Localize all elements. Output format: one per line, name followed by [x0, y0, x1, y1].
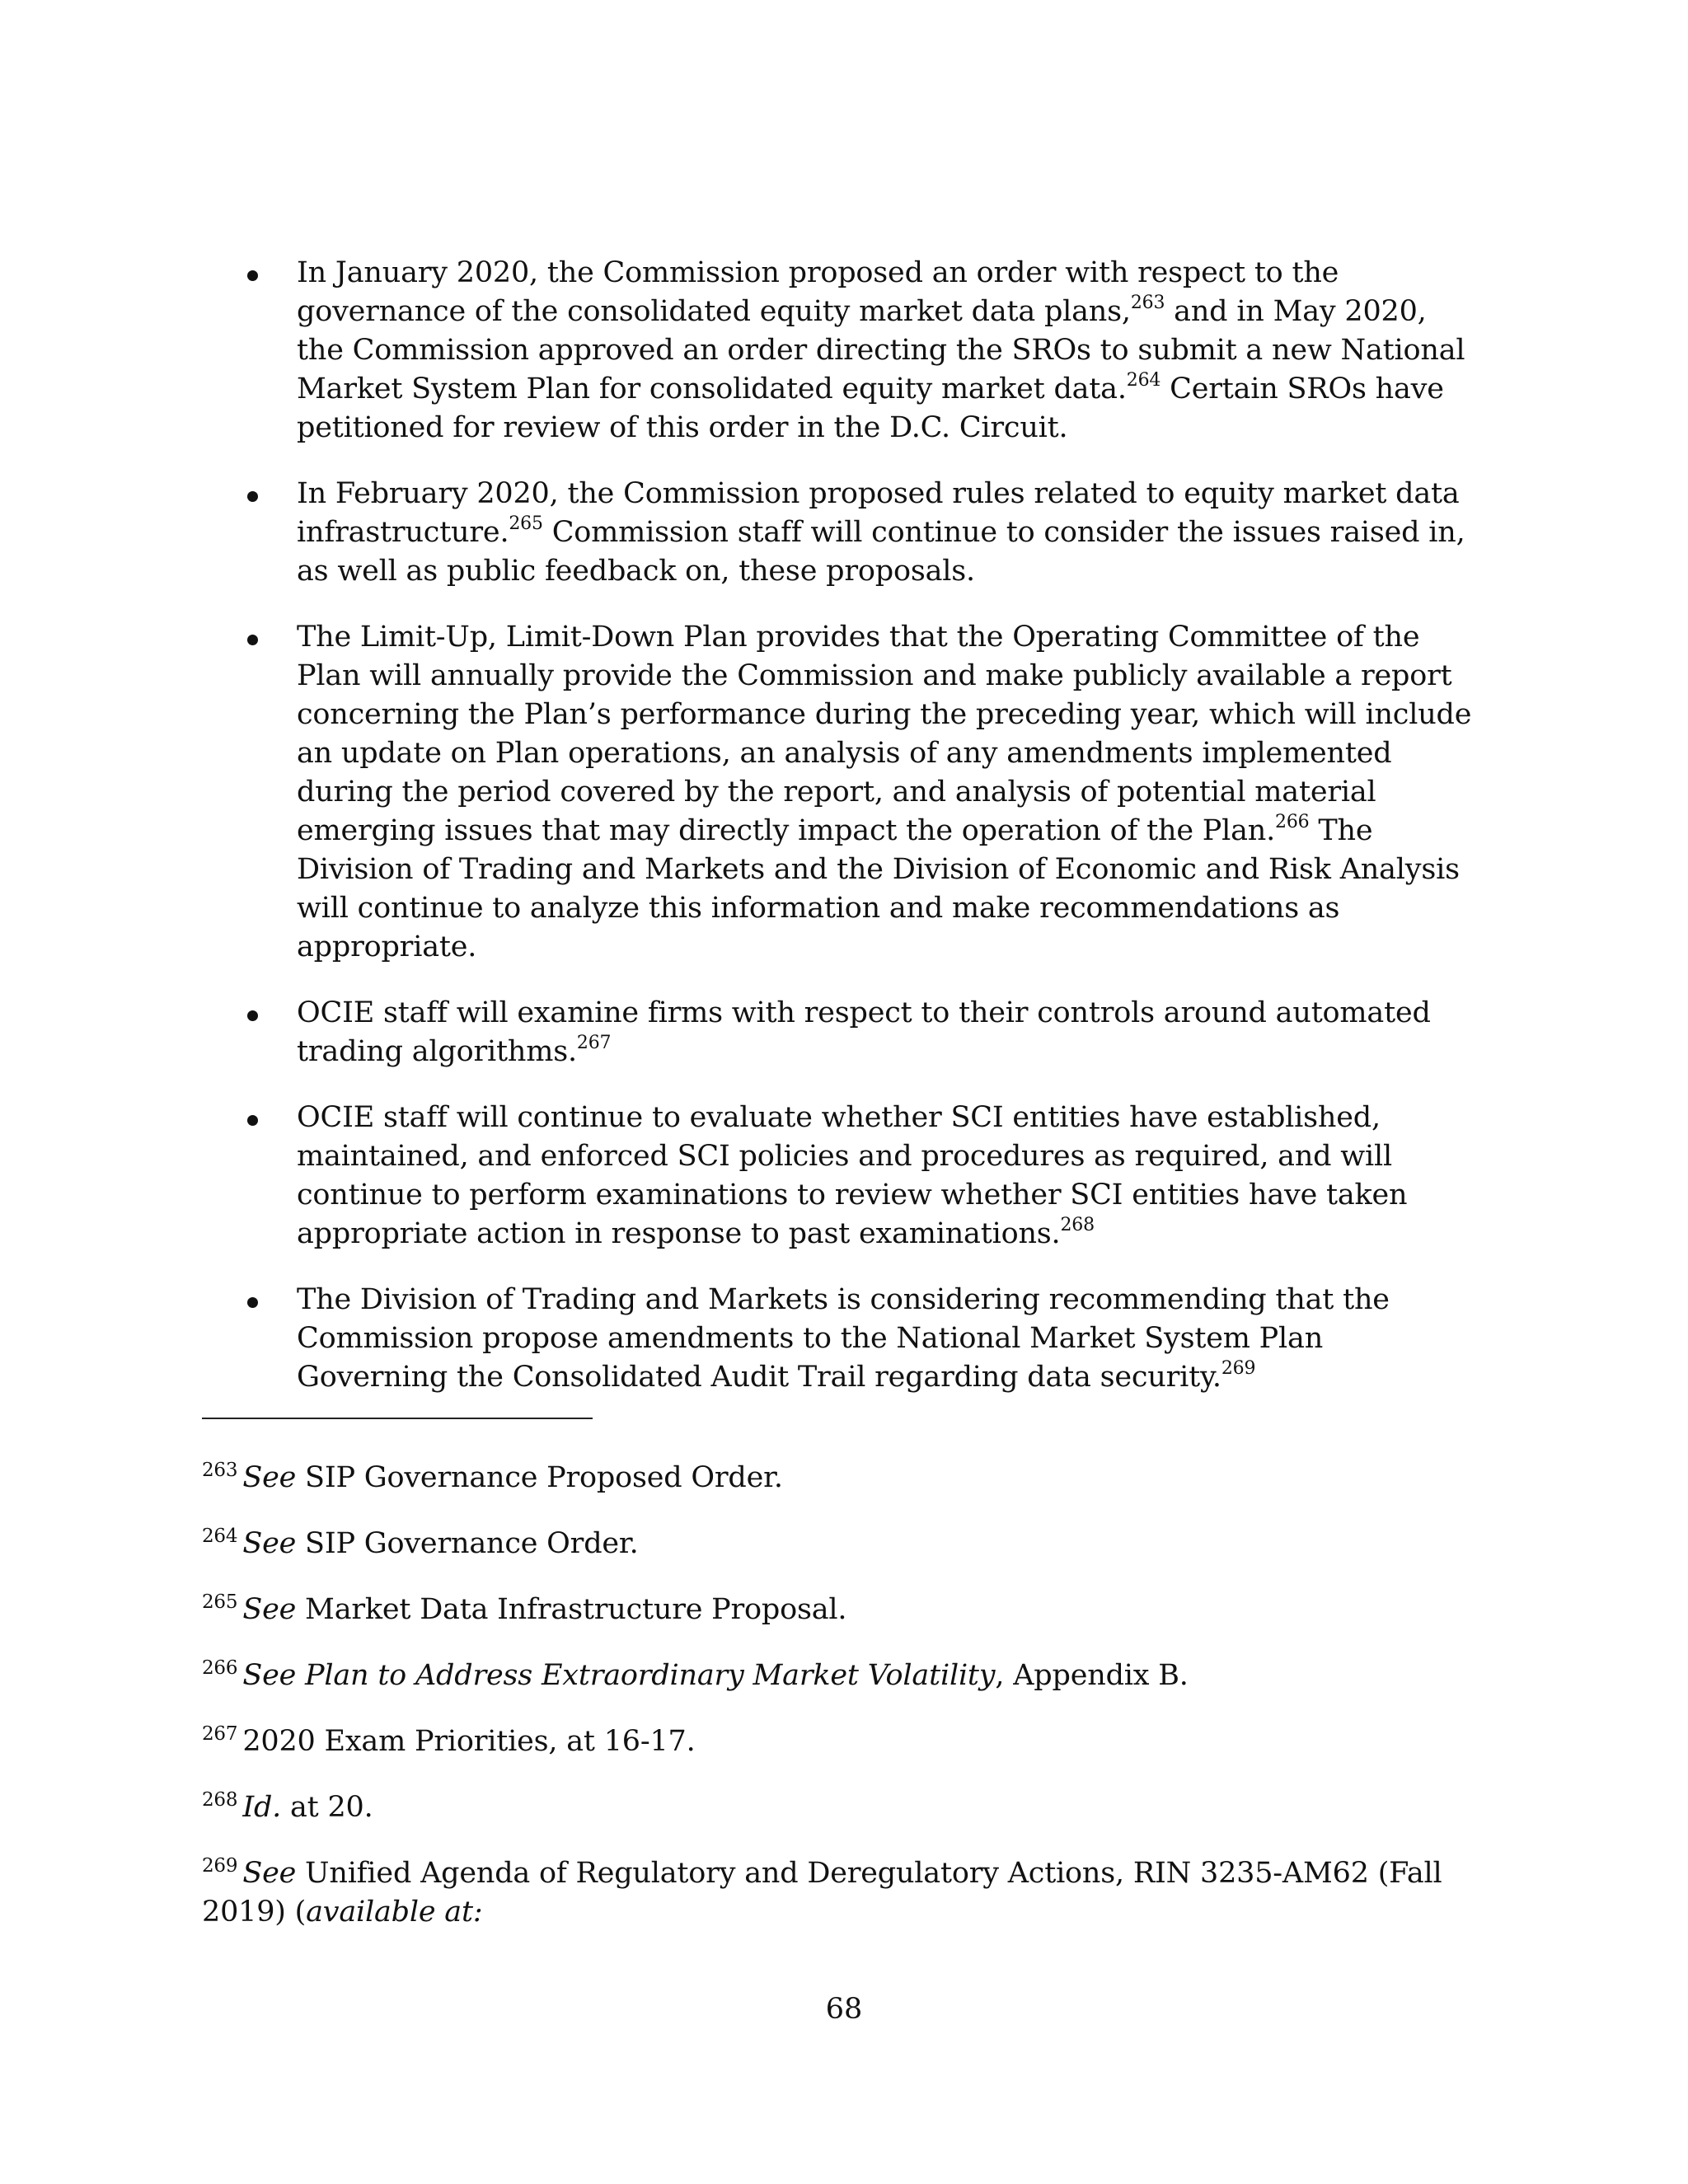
bullet-item — [241, 475, 1475, 591]
footnote-text: Market Data Infrastructure Proposal. — [296, 1593, 847, 1626]
footnote-list — [202, 1459, 1488, 1959]
footnote-number: 269 — [202, 1855, 238, 1877]
footnote-reference[interactable]: 264 — [1126, 370, 1161, 391]
footnote — [202, 1591, 1488, 1629]
footnote-text: , Appendix B. — [995, 1659, 1189, 1692]
bullet-item — [241, 1099, 1475, 1254]
footnote-text: See Plan to Address Extraordinary Market Volatility — [242, 1659, 996, 1692]
footnote-number: 263 — [202, 1460, 238, 1482]
footnote-text: See — [242, 1593, 297, 1626]
footnote-text: available at: — [306, 1896, 483, 1929]
footnote-number: 266 — [202, 1657, 238, 1680]
bullet-text: The Limit-Up, Limit-Down Plan provides that the Operating Committee of the Plan will annually provide the Commission and make publicly available a report concerning the Plan’s performance during the preceding year, which will include an update on Plan operations, an analysis of any amendments implemented during the period covered by the report, and analysis of potential material emerging issues that may directly impact the operation of the Plan. — [297, 621, 1472, 847]
footnote-text: See — [242, 1461, 297, 1494]
footnote-text: See — [242, 1527, 297, 1560]
footnote — [202, 1525, 1488, 1563]
footnote — [202, 1854, 1488, 1932]
footnote-text: Id. — [242, 1791, 282, 1824]
bullet-item — [241, 1281, 1475, 1397]
bullet-dot-icon — [247, 1297, 258, 1308]
footnote-number: 264 — [202, 1526, 238, 1548]
bullet-item — [241, 618, 1475, 967]
bullet-item — [241, 994, 1475, 1071]
footnote-number: 268 — [202, 1789, 238, 1811]
footnote — [202, 1657, 1488, 1695]
bullet-text: In January 2020, the Commission proposed an order with respect to the governance of the consolidated equity market data plans, — [297, 256, 1339, 328]
footnote-text: SIP Governance Order. — [296, 1527, 639, 1560]
footnote-reference[interactable]: 266 — [1275, 812, 1310, 833]
bullet-text: OCIE staff will examine firms with respect to their controls around automated trading algorithms. — [297, 996, 1431, 1068]
bullet-dot-icon — [247, 1115, 258, 1126]
bullet-item — [241, 254, 1475, 448]
bullet-dot-icon — [247, 1010, 258, 1021]
bullet-dot-icon — [247, 635, 258, 645]
footnote-reference[interactable]: 263 — [1130, 293, 1165, 314]
footnote-reference[interactable]: 268 — [1060, 1215, 1095, 1236]
footnote-text: See — [242, 1857, 297, 1890]
footnote-separator — [202, 1418, 593, 1419]
page-number: 68 — [825, 1993, 863, 2026]
bullet-text: and in May 2020, the Commission approved an order directing the SROs to submit a new National Market System Plan for consolidated equity market data. — [297, 295, 1465, 405]
footnote-reference[interactable]: 265 — [509, 513, 543, 535]
bullet-dot-icon — [247, 270, 258, 281]
footnote — [202, 1459, 1488, 1497]
bullet-text: The Division of Trading and Markets is considering recommending that the Commission propose amendments to the National Market System Plan Governing the Consolidated Audit Trail regarding data security. — [297, 1283, 1390, 1394]
footnote-number: 267 — [202, 1723, 238, 1746]
footnote-text: at 20. — [281, 1791, 373, 1824]
bullet-text: Certain SROs have petitioned for review of this order in the D.C. Circuit. — [297, 373, 1444, 444]
bullet-text: In February 2020, the Commission proposed rules related to equity market data infrastructure. — [297, 477, 1460, 549]
footnote-text: Unified Agenda of Regulatory and Deregulatory Actions, RIN 3235-AM62 (Fall 2019) ( — [202, 1857, 1442, 1929]
bullet-text: Commission staff will continue to consider the issues raised in, as well as public feedback on, these proposals. — [297, 516, 1465, 588]
footnote-reference[interactable]: 269 — [1221, 1358, 1256, 1380]
bullet-dot-icon — [247, 491, 258, 502]
footnote — [202, 1722, 1488, 1761]
footnote — [202, 1788, 1488, 1827]
bullet-text: OCIE staff will continue to evaluate whether SCI entities have established, maintained, and enforced SCI policies and procedures as required, and will continue to perform examinations to review whether SCI entities have taken appropriate action in response to past examinations. — [297, 1101, 1408, 1250]
footnote-number: 265 — [202, 1591, 238, 1614]
footnote-text: SIP Governance Proposed Order. — [296, 1461, 783, 1494]
bullet-list — [241, 254, 1493, 1424]
footnote-text: 2020 Exam Priorities, at 16-17. — [242, 1725, 696, 1758]
footnote-reference[interactable]: 267 — [576, 1033, 612, 1054]
bullet-text: The Division of Trading and Markets and the Division of Economic and Risk Analysis will continue to analyze this information and make recommendations as appropriate. — [297, 814, 1460, 963]
